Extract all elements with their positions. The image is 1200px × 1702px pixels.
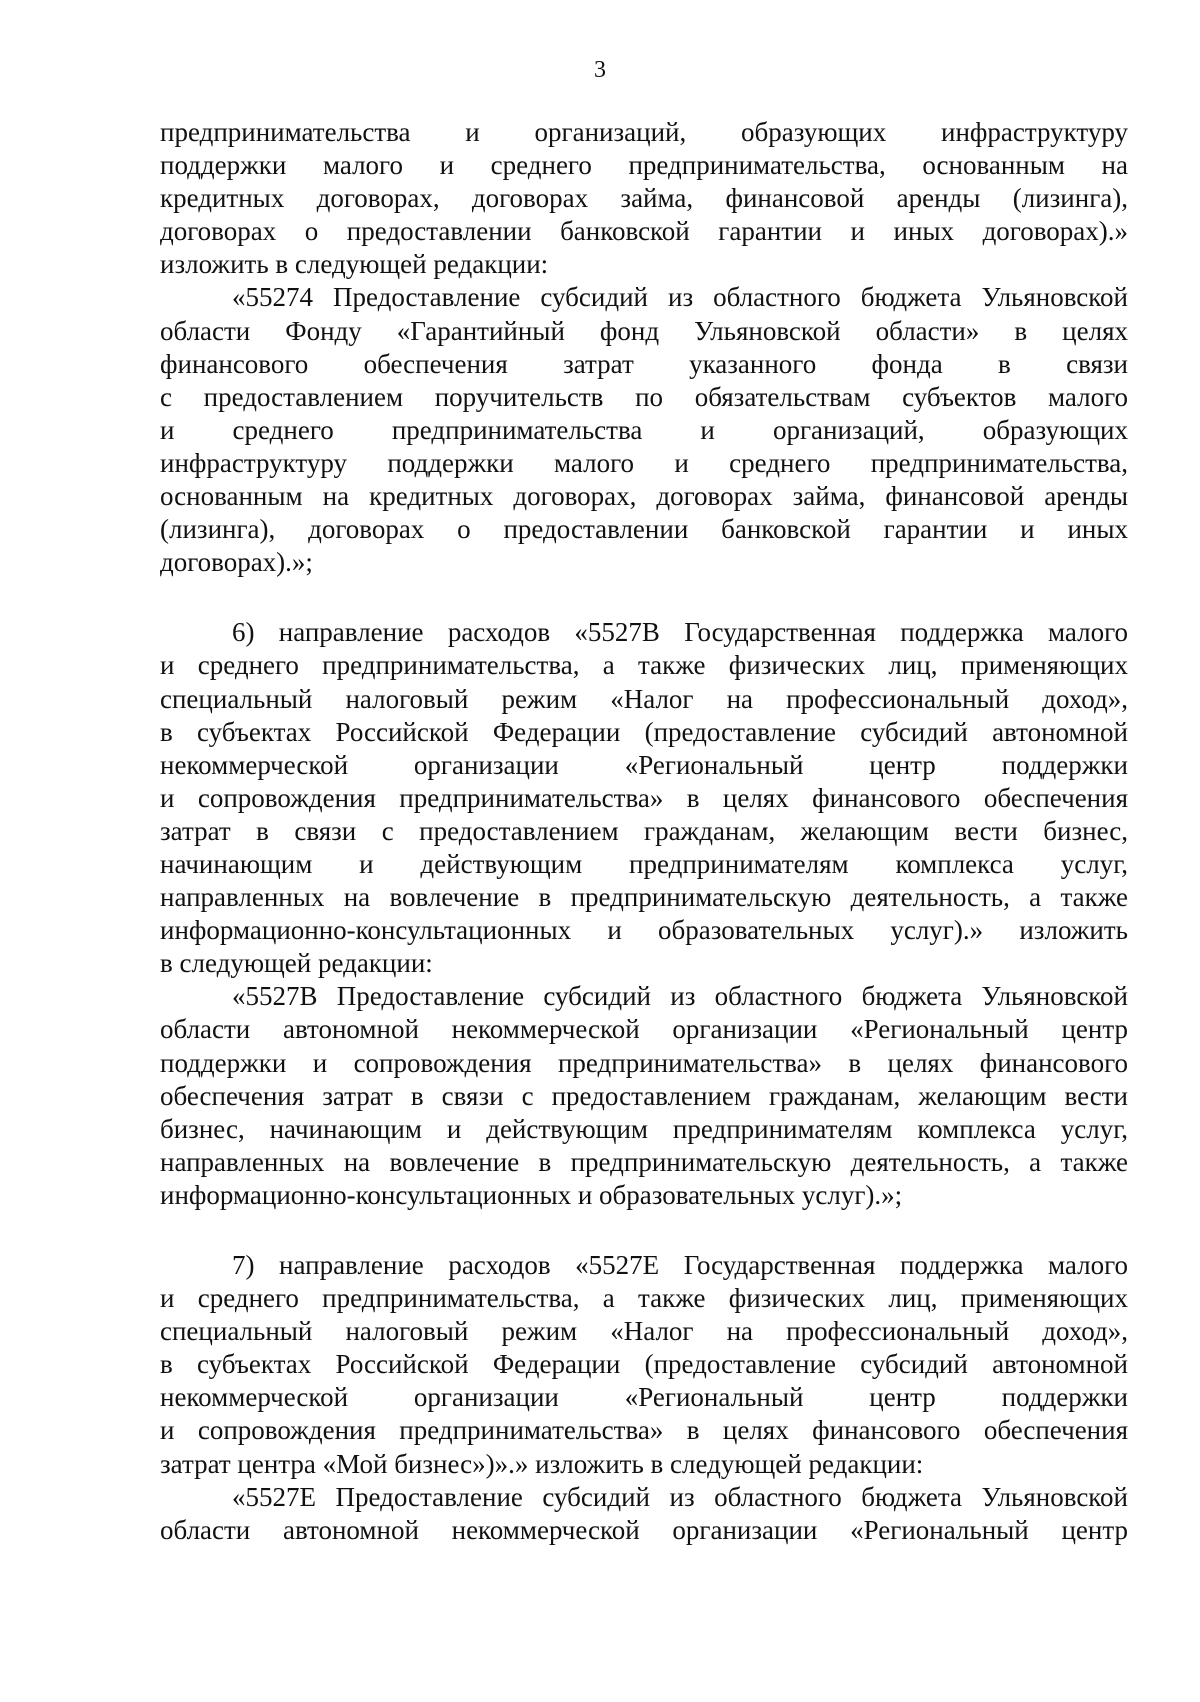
text-line: области Фонду «Гарантийный фонд Ульяновской области» в целях <box>160 315 1128 346</box>
text-line: и сопровождения предпринимательства» в целях финансового обеспечения <box>160 1415 1128 1446</box>
text-line: в следующей редакции: <box>160 948 433 979</box>
text-line: информационно-консультационных и образовательных услуг).»; <box>160 1179 903 1210</box>
text-line: 7) направление расходов «5527Е Государственная поддержка малого <box>232 1250 1128 1280</box>
text-line: договорах).»; <box>160 547 313 578</box>
page-number: 3 <box>594 57 606 83</box>
text-line: предпринимательства и организаций, образующих инфраструктуру <box>160 117 1128 147</box>
text-line: и среднего предпринимательства и организаций, образующих <box>160 414 1128 445</box>
text-line: в субъектах Российской Федерации (предоставление субсидий автономной <box>160 716 1128 747</box>
text-line: некоммерческой организации «Региональный центр поддержки <box>160 1382 1128 1413</box>
text-line: некоммерческой организации «Региональный центр поддержки <box>160 749 1128 780</box>
text-line: бизнес, начинающим и действующим предпринимателям комплекса услуг, <box>160 1113 1128 1144</box>
text-line: с предоставлением поручительств по обязательствам субъектов малого <box>160 381 1128 412</box>
text-line: и среднего предпринимательства, а также физических лиц, применяющих <box>160 1283 1128 1314</box>
paragraph-gap <box>160 1212 1128 1249</box>
text-line: поддержки и сопровождения предпринимательства» в целях финансового <box>160 1047 1128 1078</box>
text-line: затрат в связи с предоставлением гражданам, желающим вести бизнес, <box>160 815 1128 846</box>
text-line: направленных на вовлечение в предпринимательскую деятельность, а также <box>160 882 1128 913</box>
document-body <box>160 116 1128 1547</box>
text-line: 6) направление расходов «5527В Государственная поддержка малого <box>232 617 1128 648</box>
paragraph-gap <box>160 579 1128 616</box>
text-line: в субъектах Российской Федерации (предоставление субсидий автономной <box>160 1349 1128 1380</box>
text-line: поддержки малого и среднего предпринимательства, основанным на <box>160 150 1128 181</box>
text-line: и среднего предпринимательства, а также физических лиц, применяющих <box>160 650 1128 681</box>
text-line: «5527Е Предоставление субсидий из областного бюджета Ульяновской <box>232 1481 1128 1512</box>
text-line: изложить в следующей редакции: <box>160 249 549 280</box>
text-line: основанным на кредитных договорах, договорах займа, финансовой аренды <box>160 481 1128 512</box>
text-line: специальный налоговый режим «Налог на профессиональный доход», <box>160 1316 1128 1347</box>
text-line: «5527В Предоставление субсидий из областного бюджета Ульяновской <box>232 981 1128 1012</box>
text-line: кредитных договорах, договорах займа, финансовой аренды (лизинга), <box>160 183 1128 214</box>
text-line: и сопровождения предпринимательства» в целях финансового обеспечения <box>160 782 1128 813</box>
text-line: специальный налоговый режим «Налог на профессиональный доход», <box>160 683 1128 714</box>
text-line: информационно-консультационных и образовательных услуг).» изложить <box>160 915 1128 946</box>
text-line: финансового обеспечения затрат указанного фонда в связи <box>160 348 1128 379</box>
text-line: области автономной некоммерческой организации «Региональный центр <box>160 1014 1128 1045</box>
text-line: (лизинга), договорах о предоставлении банковской гарантии и иных <box>160 514 1128 545</box>
text-line: начинающим и действующим предпринимателям комплекса услуг, <box>160 848 1128 879</box>
text-line: затрат центра «Мой бизнес»)».» изложить в следующей редакции: <box>160 1448 924 1479</box>
text-line: договорах о предоставлении банковской гарантии и иных договорах).» <box>160 216 1128 247</box>
text-line: направленных на вовлечение в предпринимательскую деятельность, а также <box>160 1146 1128 1177</box>
text-line: инфраструктуру поддержки малого и среднего предпринимательства, <box>160 447 1128 478</box>
text-line: «55274 Предоставление субсидий из областного бюджета Ульяновской <box>232 282 1128 313</box>
text-line: области автономной некоммерческой организации «Региональный центр <box>160 1514 1128 1545</box>
text-line: обеспечения затрат в связи с предоставлением гражданам, желающим вести <box>160 1080 1128 1111</box>
